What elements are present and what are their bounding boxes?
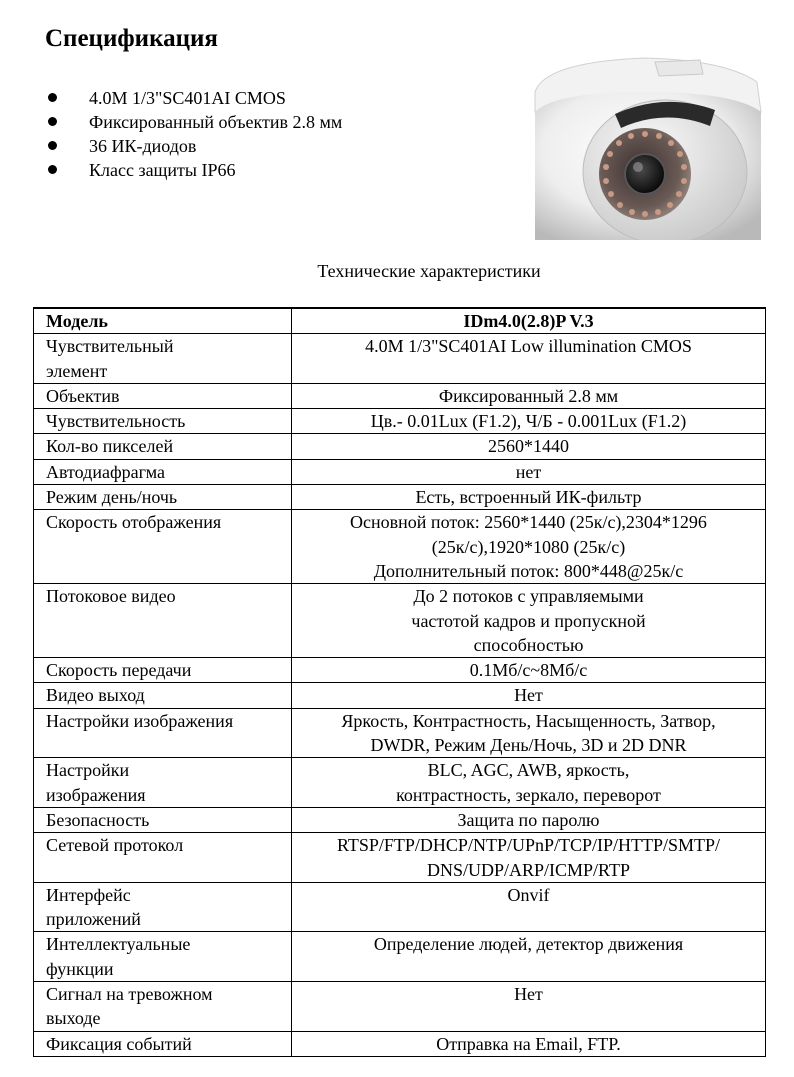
- table-row: [34, 708, 766, 758]
- table-row: [34, 982, 766, 1032]
- spec-value-cell: Есть, встроенный ИК-фильтр: [292, 485, 766, 510]
- spec-name-cell: Интеллектуальные функции: [34, 932, 292, 982]
- spec-value-cell: Определение людей, детектор движения: [292, 932, 766, 982]
- table-row: [34, 807, 766, 832]
- table-row: [34, 658, 766, 683]
- spec-value-cell: Защита по паролю: [292, 807, 766, 832]
- spec-name-cell: Чувствительность: [34, 409, 292, 434]
- table-row: [34, 932, 766, 982]
- feature-item: [45, 86, 342, 110]
- bullet-icon: [48, 117, 57, 126]
- spec-value-cell: RTSP/FTP/DHCP/NTP/UPnP/TCP/IP/HTTP/SMTP/ DNS/UDP/ARP/ICMP/RTP: [292, 833, 766, 883]
- table-row: [34, 1031, 766, 1056]
- table-row: [34, 485, 766, 510]
- spec-value-cell: Onvif: [292, 882, 766, 932]
- table-row: [34, 882, 766, 932]
- table-row: [34, 383, 766, 408]
- spec-value-cell: 4.0M 1/3"SC401AI Low illumination CMOS: [292, 334, 766, 384]
- spec-value-cell: 2560*1440: [292, 434, 766, 459]
- table-row: [34, 833, 766, 883]
- spec-name-cell: Настройки изображения: [34, 758, 292, 808]
- bullet-icon: [48, 141, 57, 150]
- table-header-row: [34, 308, 766, 334]
- feature-text: 4.0M 1/3"SC401AI CMOS: [89, 88, 286, 108]
- feature-item: [45, 158, 342, 182]
- spec-value-cell: Нет: [292, 683, 766, 708]
- spec-value-cell: Основной поток: 2560*1440 (25к/с),2304*1296 (25к/с),1920*1080 (25к/с) Дополнительный поток: 800*448@25к/с: [292, 510, 766, 584]
- spec-table: [33, 307, 766, 1057]
- table-row: [34, 409, 766, 434]
- feature-text: Класс защиты IP66: [89, 160, 236, 180]
- header-name-cell: Модель: [34, 308, 292, 334]
- spec-name-cell: Потоковое видео: [34, 584, 292, 658]
- table-title: Технические характеристики: [317, 261, 541, 281]
- page-title: Спецификация: [45, 25, 218, 52]
- spec-name-cell: Кол-во пикселей: [34, 434, 292, 459]
- spec-name-cell: Скорость передачи: [34, 658, 292, 683]
- header-value-cell: IDm4.0(2.8)P V.3: [292, 308, 766, 334]
- spec-value-cell: 0.1Мб/с~8Мб/с: [292, 658, 766, 683]
- spec-name-cell: Фиксация событий: [34, 1031, 292, 1056]
- table-row: [34, 758, 766, 808]
- table-row: [34, 510, 766, 584]
- table-row: [34, 584, 766, 658]
- spec-name-cell: Скорость отображения: [34, 510, 292, 584]
- spec-value-cell: До 2 потоков с управляемыми частотой кадров и пропускной способностью: [292, 584, 766, 658]
- feature-item: [45, 134, 342, 158]
- spec-value-cell: BLC, AGC, AWB, яркость, контрастность, зеркало, переворот: [292, 758, 766, 808]
- spec-name-cell: Сигнал на тревожном выходе: [34, 982, 292, 1032]
- bullet-icon: [48, 93, 57, 102]
- spec-name-cell: Сетевой протокол: [34, 833, 292, 883]
- spec-value-cell: Фиксированный 2.8 мм: [292, 383, 766, 408]
- feature-item: [45, 110, 342, 134]
- spec-value-cell: Нет: [292, 982, 766, 1032]
- spec-value-cell: нет: [292, 459, 766, 484]
- dome-camera-image: [525, 52, 765, 240]
- bullet-icon: [48, 165, 57, 174]
- table-row: [34, 683, 766, 708]
- spec-name-cell: Видео выход: [34, 683, 292, 708]
- table-row: [34, 434, 766, 459]
- feature-text: Фиксированный объектив 2.8 мм: [89, 112, 343, 132]
- spec-name-cell: Настройки изображения: [34, 708, 292, 758]
- feature-text: 36 ИК-диодов: [89, 136, 197, 156]
- spec-name-cell: Автодиафрагма: [34, 459, 292, 484]
- spec-name-cell: Чувствительный элемент: [34, 334, 292, 384]
- spec-name-cell: Объектив: [34, 383, 292, 408]
- spec-value-cell: Отправка на Email, FTP.: [292, 1031, 766, 1056]
- spec-value-cell: Яркость, Контрастность, Насыщенность, Затвор, DWDR, Режим День/Ночь, 3D и 2D DNR: [292, 708, 766, 758]
- table-row: [34, 459, 766, 484]
- table-row: [34, 334, 766, 384]
- spec-value-cell: Цв.- 0.01Lux (F1.2), Ч/Б - 0.001Lux (F1.2): [292, 409, 766, 434]
- spec-name-cell: Режим день/ночь: [34, 485, 292, 510]
- spec-name-cell: Безопасность: [34, 807, 292, 832]
- spec-name-cell: Интерфейс приложений: [34, 882, 292, 932]
- feature-list: [45, 86, 342, 182]
